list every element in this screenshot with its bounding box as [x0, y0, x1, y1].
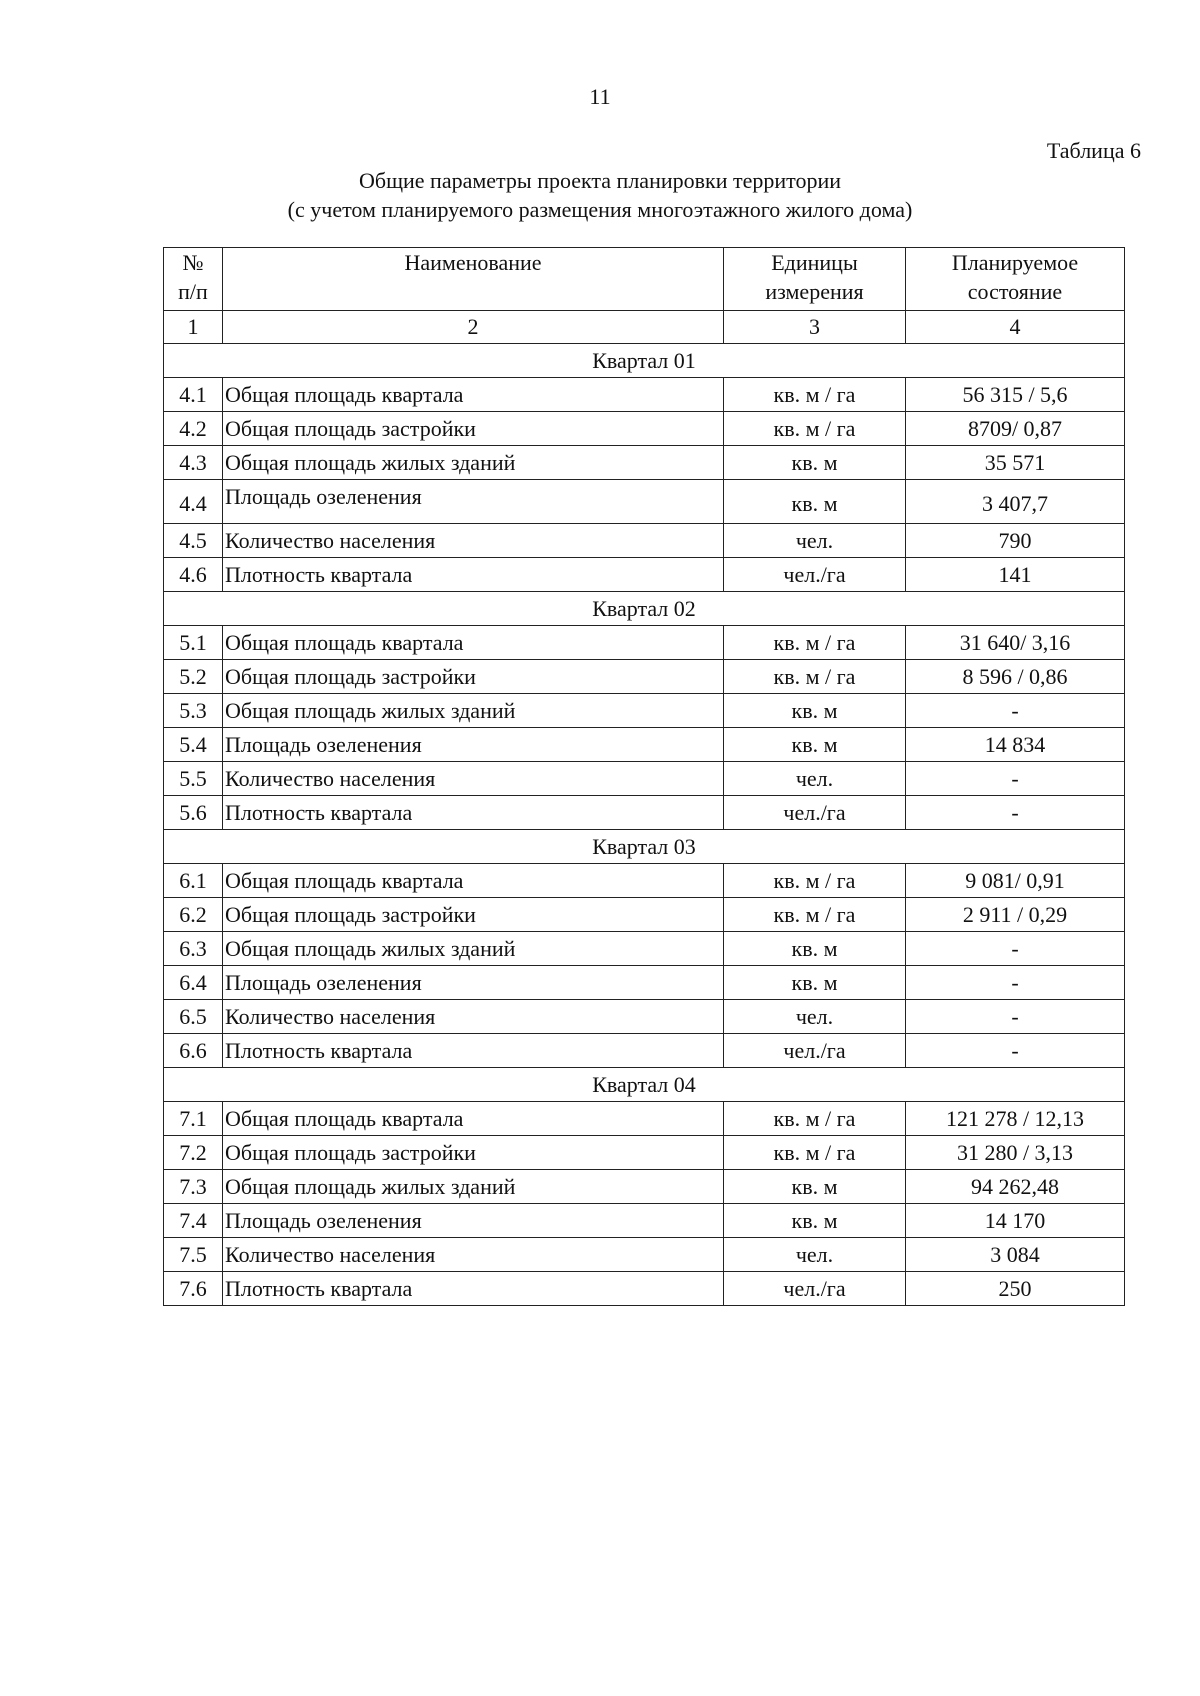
row-value: 31 280 / 3,13	[906, 1136, 1125, 1170]
row-number: 7.2	[164, 1136, 223, 1170]
row-name: Общая площадь застройки	[223, 1136, 724, 1170]
row-value: 94 262,48	[906, 1170, 1125, 1204]
row-value: 56 315 / 5,6	[906, 378, 1125, 412]
table-title-line-2: (с учетом планируемого размещения многоэтажного жилого дома)	[287, 197, 913, 222]
row-number: 4.2	[164, 412, 223, 446]
row-number: 5.1	[164, 626, 223, 660]
row-value: 9 081/ 0,91	[906, 864, 1125, 898]
row-number: 5.4	[164, 728, 223, 762]
table-title-line-1: Общие параметры проекта планировки территории	[358, 168, 841, 193]
row-number: 7.4	[164, 1204, 223, 1238]
table-row	[164, 762, 1125, 796]
row-number: 7.6	[164, 1272, 223, 1306]
row-name: Общая площадь жилых зданий	[223, 932, 724, 966]
row-number: 7.5	[164, 1238, 223, 1272]
section-row	[164, 830, 1125, 864]
row-unit: кв. м / га	[724, 1102, 906, 1136]
row-name: Общая площадь жилых зданий	[223, 1170, 724, 1204]
table-label: Таблица 6	[1046, 138, 1141, 163]
table-row	[164, 524, 1125, 558]
row-number: 5.2	[164, 660, 223, 694]
row-value: 31 640/ 3,16	[906, 626, 1125, 660]
table-row	[164, 932, 1125, 966]
row-number: 7.1	[164, 1102, 223, 1136]
table-row	[164, 1034, 1125, 1068]
row-number: 6.2	[164, 898, 223, 932]
table-row	[164, 412, 1125, 446]
row-unit: чел./га	[724, 796, 906, 830]
header-unit-line-2: измерения	[765, 279, 864, 304]
header-planned-line-2: состояние	[967, 279, 1063, 304]
header-name-text: Наименование	[404, 250, 542, 275]
row-unit: кв. м / га	[724, 378, 906, 412]
header-unit	[724, 248, 906, 311]
table-row	[164, 378, 1125, 412]
row-number: 6.1	[164, 864, 223, 898]
row-name: Количество населения	[223, 1238, 724, 1272]
row-number: 5.6	[164, 796, 223, 830]
row-name: Площадь озеленения	[223, 480, 724, 524]
row-name: Общая площадь застройки	[223, 660, 724, 694]
row-name: Общая площадь квартала	[223, 1102, 724, 1136]
row-unit: чел.	[724, 1238, 906, 1272]
row-number: 5.3	[164, 694, 223, 728]
row-name: Плотность квартала	[223, 558, 724, 592]
row-value: 14 170	[906, 1204, 1125, 1238]
row-name: Плотность квартала	[223, 1272, 724, 1306]
row-number: 4.3	[164, 446, 223, 480]
row-unit: кв. м / га	[724, 1136, 906, 1170]
row-unit: чел./га	[724, 1034, 906, 1068]
section-title: Квартал 02	[164, 592, 1125, 626]
row-name: Общая площадь квартала	[223, 378, 724, 412]
row-number: 4.1	[164, 378, 223, 412]
row-number: 6.6	[164, 1034, 223, 1068]
row-number: 7.3	[164, 1170, 223, 1204]
row-value: 35 571	[906, 446, 1125, 480]
row-value: -	[906, 966, 1125, 1000]
row-value: -	[906, 932, 1125, 966]
row-name: Количество населения	[223, 524, 724, 558]
row-value: 8 596 / 0,86	[906, 660, 1125, 694]
row-unit: кв. м	[724, 694, 906, 728]
row-number: 4.4	[164, 480, 223, 524]
row-name: Общая площадь застройки	[223, 898, 724, 932]
row-name: Общая площадь квартала	[223, 864, 724, 898]
row-value: 2 911 / 0,29	[906, 898, 1125, 932]
row-value: -	[906, 762, 1125, 796]
row-value: 121 278 / 12,13	[906, 1102, 1125, 1136]
table-row	[164, 1272, 1125, 1306]
row-number: 6.4	[164, 966, 223, 1000]
column-number: 3	[724, 311, 906, 344]
table-row	[164, 898, 1125, 932]
row-value: 250	[906, 1272, 1125, 1306]
row-name: Количество населения	[223, 1000, 724, 1034]
row-unit: чел./га	[724, 558, 906, 592]
header-name	[223, 248, 724, 311]
table-row	[164, 1238, 1125, 1272]
table-row	[164, 558, 1125, 592]
row-value: -	[906, 1000, 1125, 1034]
table-header-row	[164, 248, 1125, 311]
row-unit: кв. м	[724, 966, 906, 1000]
row-unit: кв. м	[724, 480, 906, 524]
row-unit: кв. м	[724, 1170, 906, 1204]
table-row	[164, 626, 1125, 660]
row-name: Общая площадь жилых зданий	[223, 694, 724, 728]
header-unit-line-1: Единицы	[771, 250, 858, 275]
header-planned-state	[906, 248, 1125, 311]
row-number: 6.5	[164, 1000, 223, 1034]
table-row	[164, 446, 1125, 480]
header-planned-line-1: Планируемое	[951, 250, 1079, 275]
section-row	[164, 1068, 1125, 1102]
row-value: -	[906, 796, 1125, 830]
section-row	[164, 592, 1125, 626]
table-row	[164, 728, 1125, 762]
row-number: 4.5	[164, 524, 223, 558]
row-value: -	[906, 694, 1125, 728]
table-row	[164, 1102, 1125, 1136]
row-unit: чел.	[724, 524, 906, 558]
row-unit: кв. м / га	[724, 660, 906, 694]
table-row	[164, 480, 1125, 524]
table-row	[164, 1204, 1125, 1238]
row-name: Общая площадь застройки	[223, 412, 724, 446]
table-row	[164, 1170, 1125, 1204]
row-name: Площадь озеленения	[223, 1204, 724, 1238]
column-numbers-row	[164, 311, 1125, 344]
row-name: Количество населения	[223, 762, 724, 796]
row-unit: чел.	[724, 1000, 906, 1034]
row-unit: чел./га	[724, 1272, 906, 1306]
row-number: 5.5	[164, 762, 223, 796]
row-value: 3 084	[906, 1238, 1125, 1272]
row-value: 8709/ 0,87	[906, 412, 1125, 446]
row-number: 6.3	[164, 932, 223, 966]
header-number	[164, 248, 223, 311]
table-body	[164, 344, 1125, 1306]
column-number: 4	[906, 311, 1125, 344]
header-number-line-2: п/п	[178, 279, 208, 304]
table-row	[164, 796, 1125, 830]
row-name: Общая площадь жилых зданий	[223, 446, 724, 480]
row-number: 4.6	[164, 558, 223, 592]
row-value: 14 834	[906, 728, 1125, 762]
row-value: 141	[906, 558, 1125, 592]
table-row	[164, 1136, 1125, 1170]
column-number: 2	[223, 311, 724, 344]
table-title	[0, 166, 1200, 224]
section-row	[164, 344, 1125, 378]
column-number: 1	[164, 311, 223, 344]
row-name: Площадь озеленения	[223, 966, 724, 1000]
row-unit: кв. м	[724, 728, 906, 762]
row-name: Плотность квартала	[223, 1034, 724, 1068]
row-unit: кв. м	[724, 446, 906, 480]
row-unit: чел.	[724, 762, 906, 796]
parameters-table	[163, 247, 1125, 1306]
section-title: Квартал 04	[164, 1068, 1125, 1102]
row-unit: кв. м / га	[724, 626, 906, 660]
row-name: Площадь озеленения	[223, 728, 724, 762]
row-unit: кв. м / га	[724, 864, 906, 898]
table-row	[164, 966, 1125, 1000]
row-unit: кв. м / га	[724, 898, 906, 932]
table-row	[164, 660, 1125, 694]
table-row	[164, 1000, 1125, 1034]
row-unit: кв. м	[724, 932, 906, 966]
row-name: Общая площадь квартала	[223, 626, 724, 660]
table-row	[164, 864, 1125, 898]
header-number-line-1: №	[182, 250, 204, 275]
row-unit: кв. м	[724, 1204, 906, 1238]
row-unit: кв. м / га	[724, 412, 906, 446]
row-value: -	[906, 1034, 1125, 1068]
table-row	[164, 694, 1125, 728]
row-name: Плотность квартала	[223, 796, 724, 830]
page-number: 11	[589, 84, 611, 109]
row-value: 790	[906, 524, 1125, 558]
section-title: Квартал 03	[164, 830, 1125, 864]
row-value: 3 407,7	[906, 480, 1125, 524]
section-title: Квартал 01	[164, 344, 1125, 378]
